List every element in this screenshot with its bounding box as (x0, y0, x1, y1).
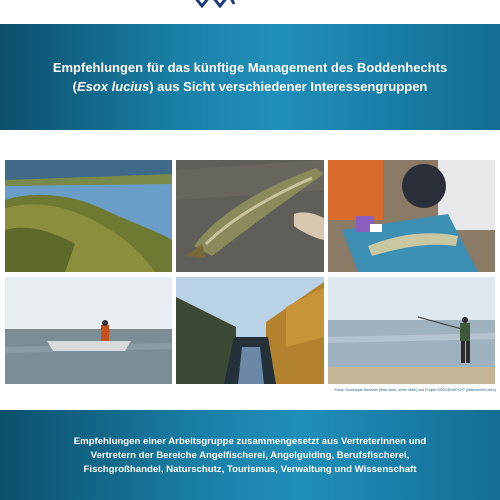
photo-angler-boat (5, 277, 172, 384)
photo-wading-angler (328, 277, 495, 384)
footer-line-1: Empfehlungen einer Arbeitsgruppe zusammengesetzt aus Vertreterinnen und (73, 436, 427, 447)
title-line-1: Empfehlungen für das künftige Management des Boddenhechts (52, 60, 448, 75)
photo-bodden-shoreline (5, 160, 172, 272)
photo-pike-in-water (176, 160, 324, 272)
title-line-2: (Esox lucius) aus Sicht verschiedener Interessengruppen (72, 79, 428, 94)
logo-fragment (190, 0, 250, 8)
footer-banner (0, 410, 500, 500)
photo-reed-channel (176, 277, 324, 384)
footer-line-2: Vertretern der Bereiche Angelfischerei, Angelguiding, Berufsfischerei, (90, 450, 410, 461)
footer-line-3: Fischgroßhandel, Naturschutz, Tourismus, Verwaltung und Wissenschaft (83, 464, 417, 475)
photo-fish-measurement (328, 160, 495, 272)
title-banner (0, 24, 500, 130)
species-name: Esox lucius (76, 79, 150, 94)
photo-credit: Fotos: Dominique Niessner (links oben, unten Mitte) und Projekt BODDENHECHT (Mitte/rechts oben) (334, 388, 496, 392)
